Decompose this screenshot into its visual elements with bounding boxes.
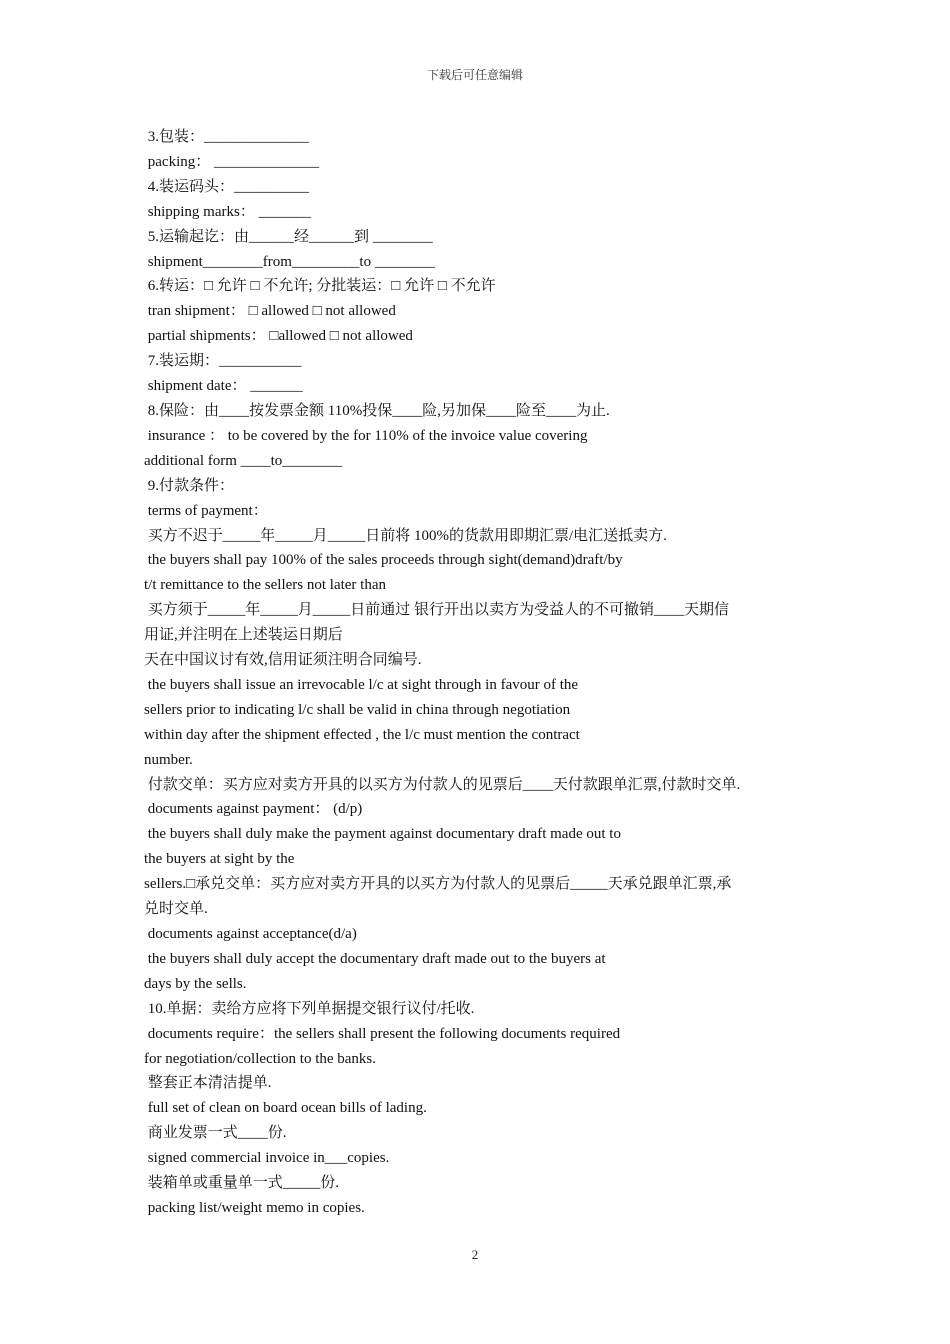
text-line: additional form ____to________ — [144, 452, 343, 469]
text-line: t/t remittance to the sellers not later than — [144, 577, 386, 594]
text-line: terms of payment： — [144, 502, 268, 519]
text-line: 商业发票一式____份. — [144, 1125, 287, 1142]
page-number: 2 — [471, 1247, 479, 1262]
page-header: 下载后可任意编辑 — [426, 68, 523, 82]
text-line: the buyers shall duly accept the documentary draft made out to the buyers at — [144, 950, 606, 967]
text-line: 整套正本清洁提单. — [144, 1075, 272, 1092]
text-line: 9.付款条件： — [144, 477, 235, 494]
text-line: 3.包装：______________ — [144, 129, 310, 145]
text-line: insurance ： to be covered by the for 110% of the invoice value covering — [144, 427, 588, 444]
text-line: documents require：the sellers shall present the following documents required — [144, 1025, 621, 1042]
text-line: documents against acceptance(d/a) — [144, 926, 357, 942]
text-line: documents against payment： (d/p) — [144, 801, 363, 818]
text-line: the buyers shall issue an irrevocable l/c at sight through in favour of the — [144, 676, 579, 693]
text-line: 装箱单或重量单一式_____份. — [144, 1175, 340, 1192]
text-line: 10.单据：卖给方应将下列单据提交银行议付/托收. — [144, 1000, 475, 1017]
text-line: partial shipments： □allowed □ not allowed — [144, 328, 413, 345]
document-body — [144, 125, 824, 1221]
text-line: 用证,并注明在上述装运日期后 — [144, 627, 343, 644]
text-line: 4.装运码头：__________ — [144, 178, 310, 195]
text-line: the buyers shall duly make the payment against documentary draft made out to — [144, 826, 621, 843]
text-line: 6.转运：□ 允许 □ 不允许; 分批装运：□ 允许 □ 不允许 — [144, 278, 496, 295]
text-line: 付款交单：买方应对卖方开具的以买方为付款人的见票后____天付款跟单汇票,付款时交单. — [144, 776, 741, 793]
text-line: full set of clean on board ocean bills of lading. — [144, 1100, 427, 1117]
text-line: 8.保险：由____按发票金额 110%投保____险,另加保____险至____为止. — [144, 402, 610, 419]
text-line: 买方须于_____年_____月_____日前通过 银行开出以卖方为受益人的不可撤销____天期信 — [144, 602, 730, 619]
text-line: 买方不迟于_____年_____月_____日前将 100%的货款用即期汇票/电汇送抵卖方. — [144, 527, 667, 544]
text-line: within day after the shipment effected , the l/c must mention the contract — [144, 726, 580, 743]
text-line: signed commercial invoice in___copies. — [144, 1150, 390, 1167]
text-line: 兑时交单. — [144, 901, 208, 918]
text-line: packing： ______________ — [144, 153, 319, 170]
text-line: 7.装运期：___________ — [144, 353, 302, 370]
text-line: shipment date： _______ — [144, 378, 303, 395]
text-line: tran shipment： □ allowed □ not allowed — [144, 303, 396, 320]
text-line: sellers.□承兑交单：买方应对卖方开具的以买方为付款人的见票后_____天承兑跟单汇票,承 — [144, 876, 732, 893]
text-line: for negotiation/collection to the banks. — [144, 1050, 377, 1067]
text-line: days by the sells. — [144, 975, 247, 992]
text-line: the buyers shall pay 100% of the sales proceeds through sight(demand)draft/by — [144, 552, 623, 569]
text-line: packing list/weight memo in copies. — [144, 1199, 365, 1216]
text-line: shipment________from_________to ________ — [144, 253, 435, 270]
text-line: 天在中国议讨有效,信用证须注明合同编号. — [144, 652, 422, 669]
text-line: sellers prior to indicating l/c shall be valid in china through negotiation — [144, 701, 571, 718]
text-line: number. — [144, 751, 193, 768]
text-line: 5.运输起讫：由______经______到 ________ — [144, 228, 433, 245]
text-line: the buyers at sight by the — [144, 851, 295, 868]
text-line: shipping marks： _______ — [144, 203, 312, 220]
